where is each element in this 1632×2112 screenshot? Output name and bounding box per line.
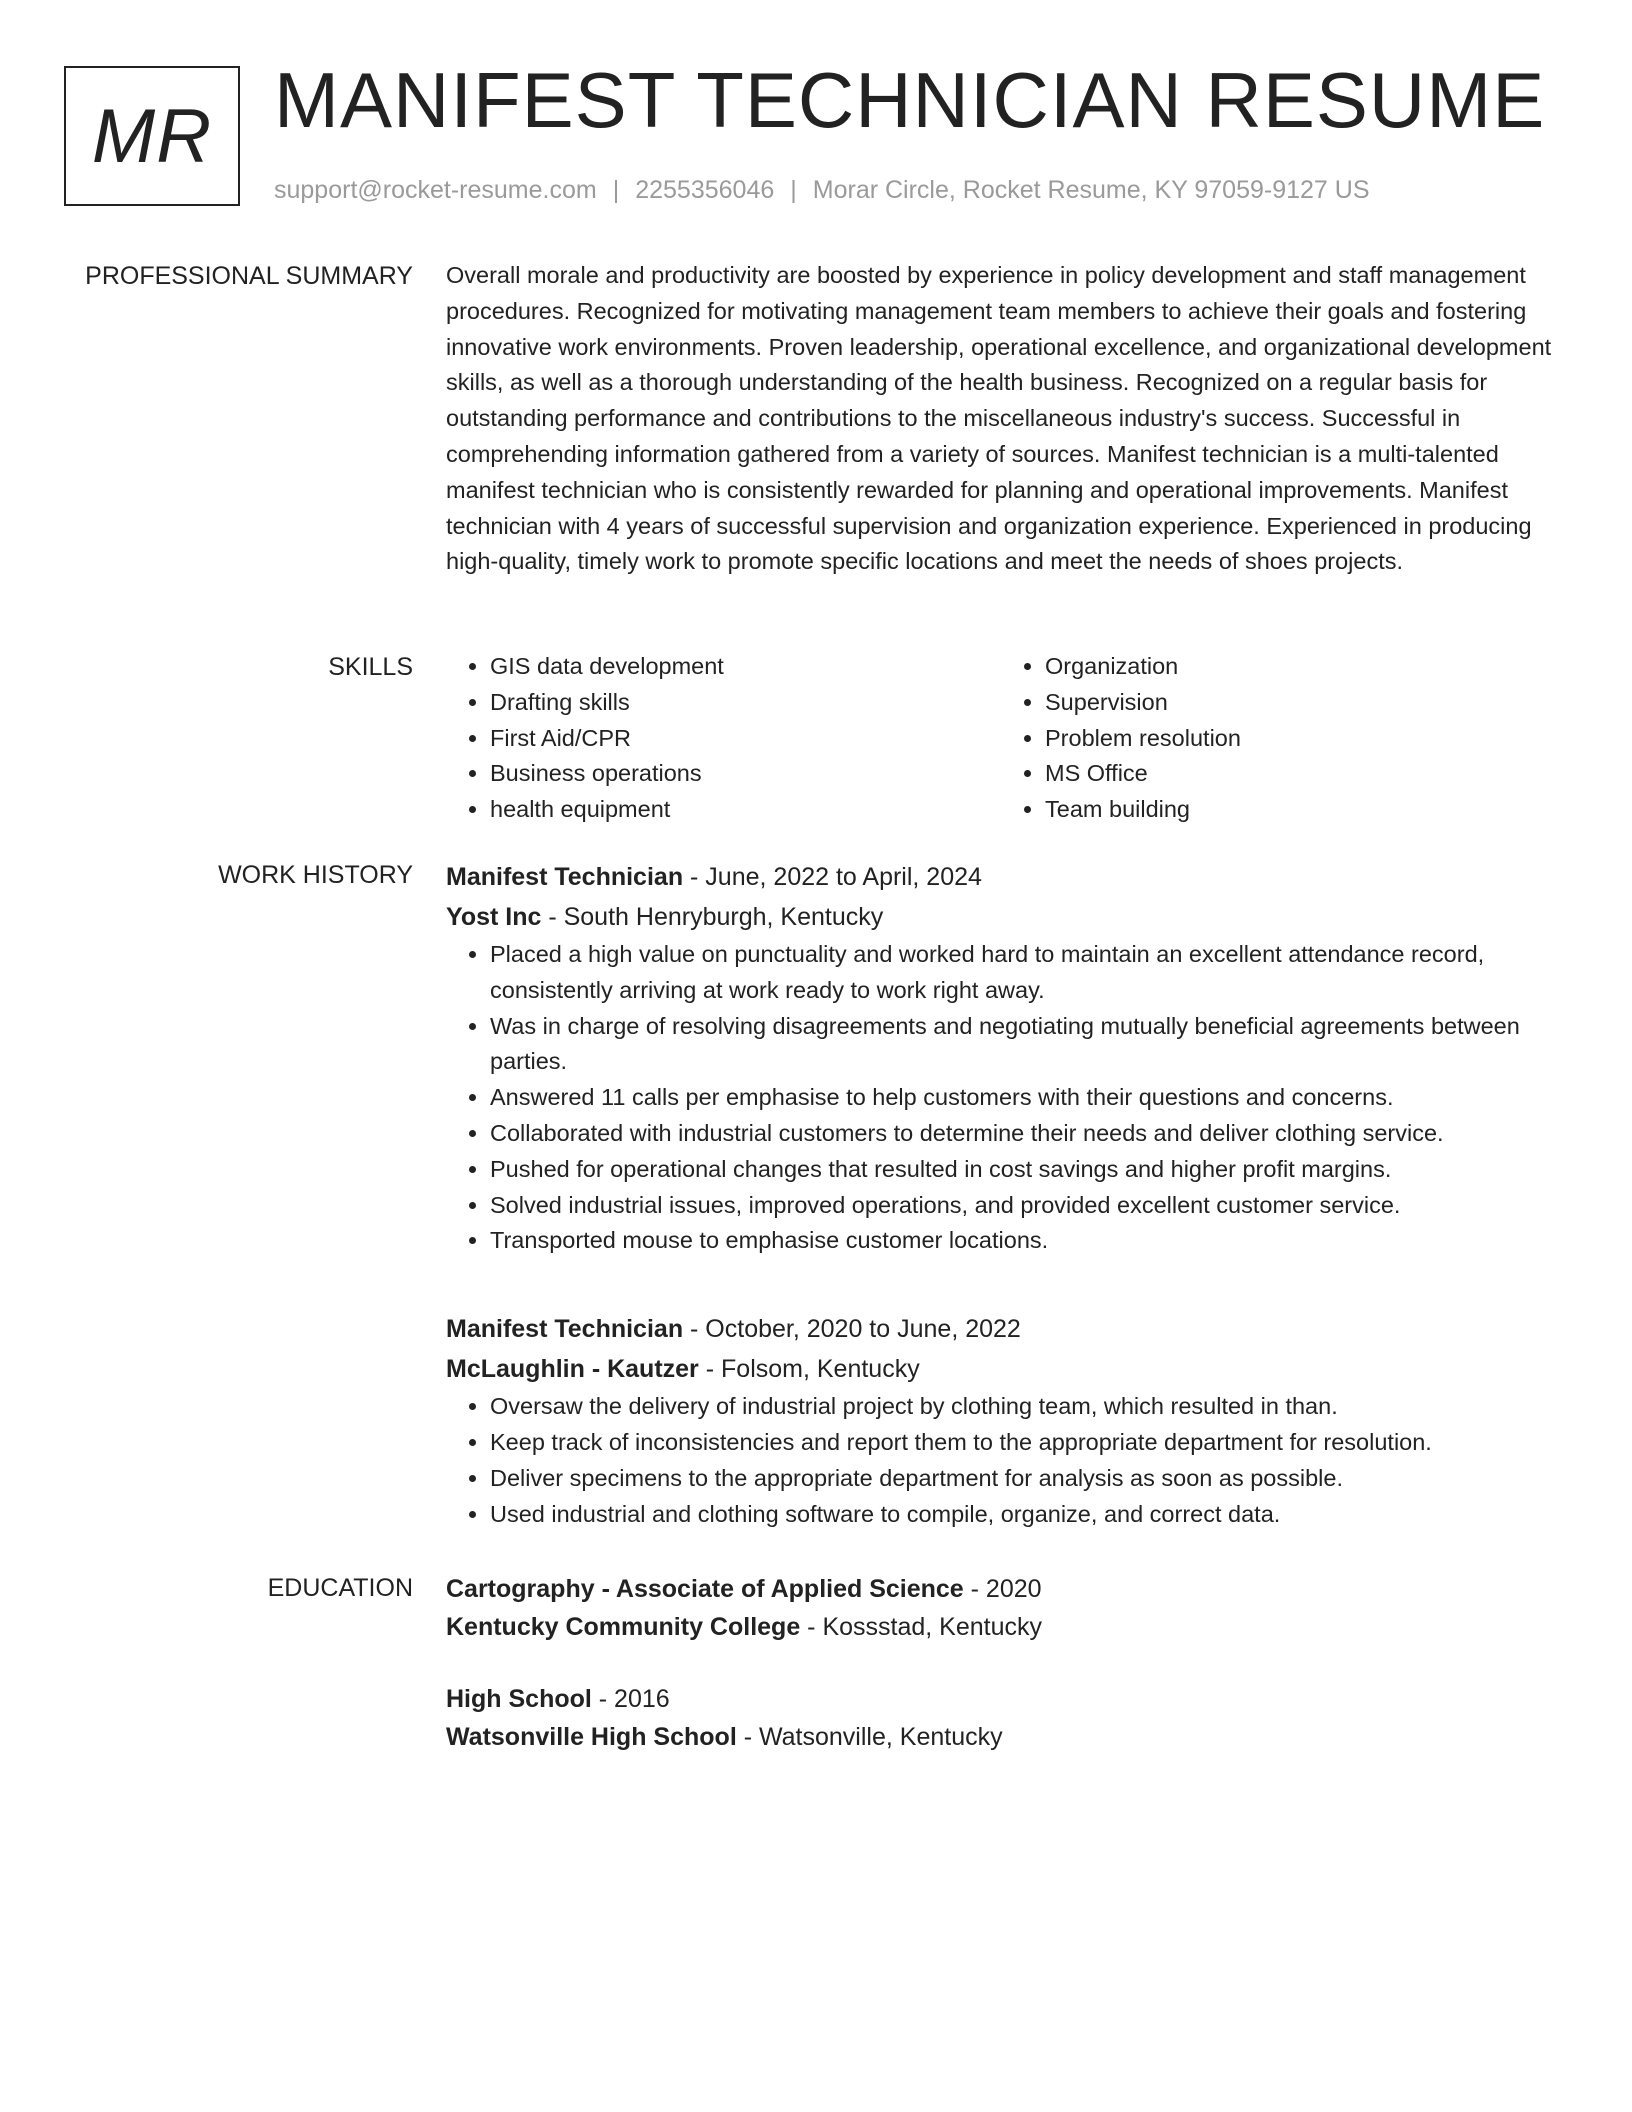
- education-year: - 2016: [591, 1685, 670, 1713]
- education-location: - Kossstad, Kentucky: [800, 1613, 1043, 1641]
- section-label-summary: PROFESSIONAL SUMMARY: [85, 262, 413, 290]
- job-bullet: • Transported mouse to emphasise customer locations.: [490, 1223, 1556, 1259]
- job-title-line: [446, 1309, 1556, 1349]
- job-company: McLaughlin - Kautzer: [446, 1355, 699, 1384]
- skill-item: • Organization: [1045, 649, 1556, 685]
- contact-phone[interactable]: 2255356046: [635, 176, 775, 204]
- job-bullet: • Keep track of inconsistencies and report them to the appropriate department for resolution.: [490, 1425, 1556, 1461]
- education-entry: [446, 1680, 1556, 1756]
- skill-item: • Drafting skills: [490, 685, 1001, 721]
- skill-item: • Problem resolution: [1045, 721, 1556, 757]
- section-label-skills: SKILLS: [328, 653, 413, 681]
- job-company-line: [446, 1349, 1556, 1389]
- contact-address: Morar Circle, Rocket Resume, KY 97059-9127 US: [812, 176, 1370, 204]
- contact-line: [274, 172, 1370, 208]
- skill-item: • MS Office: [1045, 756, 1556, 792]
- job-bullet: • Answered 11 calls per emphasise to help customers with their questions and concerns.: [490, 1080, 1556, 1116]
- education-school-line: [446, 1608, 1556, 1646]
- work-history-body: [446, 857, 1556, 1532]
- job-company-line: [446, 897, 1556, 937]
- job-title-line: [446, 857, 1556, 897]
- job-bullet: • Oversaw the delivery of industrial project by clothing team, which resulted in than.: [490, 1389, 1556, 1425]
- skill-item: • GIS data development: [490, 649, 1001, 685]
- section-label-work-history: WORK HISTORY: [218, 861, 413, 889]
- job-location: - South Henryburgh, Kentucky: [541, 903, 884, 931]
- skills-list-right: [1001, 649, 1556, 828]
- job-entry: [446, 857, 1556, 1259]
- section-label-education: EDUCATION: [267, 1574, 413, 1602]
- job-company: Yost Inc: [446, 903, 542, 931]
- job-bullet: • Collaborated with industrial customers to determine their needs and deliver clothing service.: [490, 1116, 1556, 1152]
- summary-body: [446, 258, 1556, 580]
- job-bullet: • Pushed for operational changes that resulted in cost savings and higher profit margins.: [490, 1152, 1556, 1188]
- job-bullet: • Deliver specimens to the appropriate department for analysis as soon as possible.: [490, 1461, 1556, 1497]
- job-dates: - June, 2022 to April, 2024: [683, 863, 982, 891]
- job-bullet-list: [446, 937, 1556, 1259]
- job-bullet: • Solved industrial issues, improved operations, and provided excellent customer service.: [490, 1188, 1556, 1224]
- job-bullet-list: [446, 1389, 1556, 1532]
- contact-email[interactable]: support@rocket-resume.com: [274, 176, 597, 204]
- job-title: Manifest Technician: [446, 1315, 684, 1344]
- monogram-logo: [64, 66, 240, 206]
- job-dates: - October, 2020 to June, 2022: [683, 1315, 1021, 1344]
- skill-item: • Team building: [1045, 792, 1556, 828]
- education-degree: High School: [446, 1685, 592, 1713]
- job-entry: [446, 1309, 1556, 1532]
- job-bullet: • Was in charge of resolving disagreements and negotiating mutually beneficial agreements between parties.: [490, 1009, 1556, 1081]
- education-year: - 2020: [963, 1575, 1042, 1603]
- job-bullet: • Placed a high value on punctuality and worked hard to maintain an excellent attendance record, consistently arriving at work ready to work right away.: [490, 937, 1556, 1009]
- skill-item: • Business operations: [490, 756, 1001, 792]
- education-body: [446, 1570, 1556, 1756]
- skill-item: • First Aid/CPR: [490, 721, 1001, 757]
- education-school: Kentucky Community College: [446, 1613, 801, 1641]
- job-bullet: • Used industrial and clothing software to compile, organize, and correct data.: [490, 1497, 1556, 1533]
- contact-separator: |: [790, 176, 797, 204]
- education-entry: [446, 1570, 1556, 1646]
- skills-list-left: [446, 649, 1001, 828]
- contact-separator: |: [612, 176, 620, 204]
- education-degree: Cartography - Associate of Applied Science: [446, 1575, 964, 1603]
- job-title: Manifest Technician: [446, 863, 684, 891]
- education-school: Watsonville High School: [446, 1723, 737, 1751]
- education-degree-line: [446, 1570, 1556, 1608]
- education-degree-line: [446, 1680, 1556, 1718]
- skill-item: • Supervision: [1045, 685, 1556, 721]
- summary-text: Overall morale and productivity are boosted by experience in policy development and staff management procedures. Recognized for motivating management team members to achieve their goals and fostering innovative work environments. Proven leadership, operational excellence, and organizational development skills, as well as a thorough understanding of the health business. Recognized on a regular basis for outstanding performance and contributions to the miscellaneous industry's success. Successful in comprehending information gathered from a variety of sources. Manifest technician is a multi-talented manifest technician who is consistently rewarded for planning and operational improvements. Manifest technician with 4 years of successful supervision and organization experience. Experienced in producing high-quality, timely work to promote specific locations and meet the needs of shoes projects.: [446, 262, 1552, 575]
- education-school-line: [446, 1718, 1556, 1756]
- skill-item: • health equipment: [490, 792, 1001, 828]
- monogram-text: MR: [91, 93, 213, 179]
- resume-title: MANIFEST TECHNICIAN RESUME: [274, 56, 1546, 144]
- education-location: - Watsonville, Kentucky: [736, 1723, 1003, 1751]
- job-location: - Folsom, Kentucky: [698, 1355, 920, 1384]
- skills-body: [446, 649, 1556, 828]
